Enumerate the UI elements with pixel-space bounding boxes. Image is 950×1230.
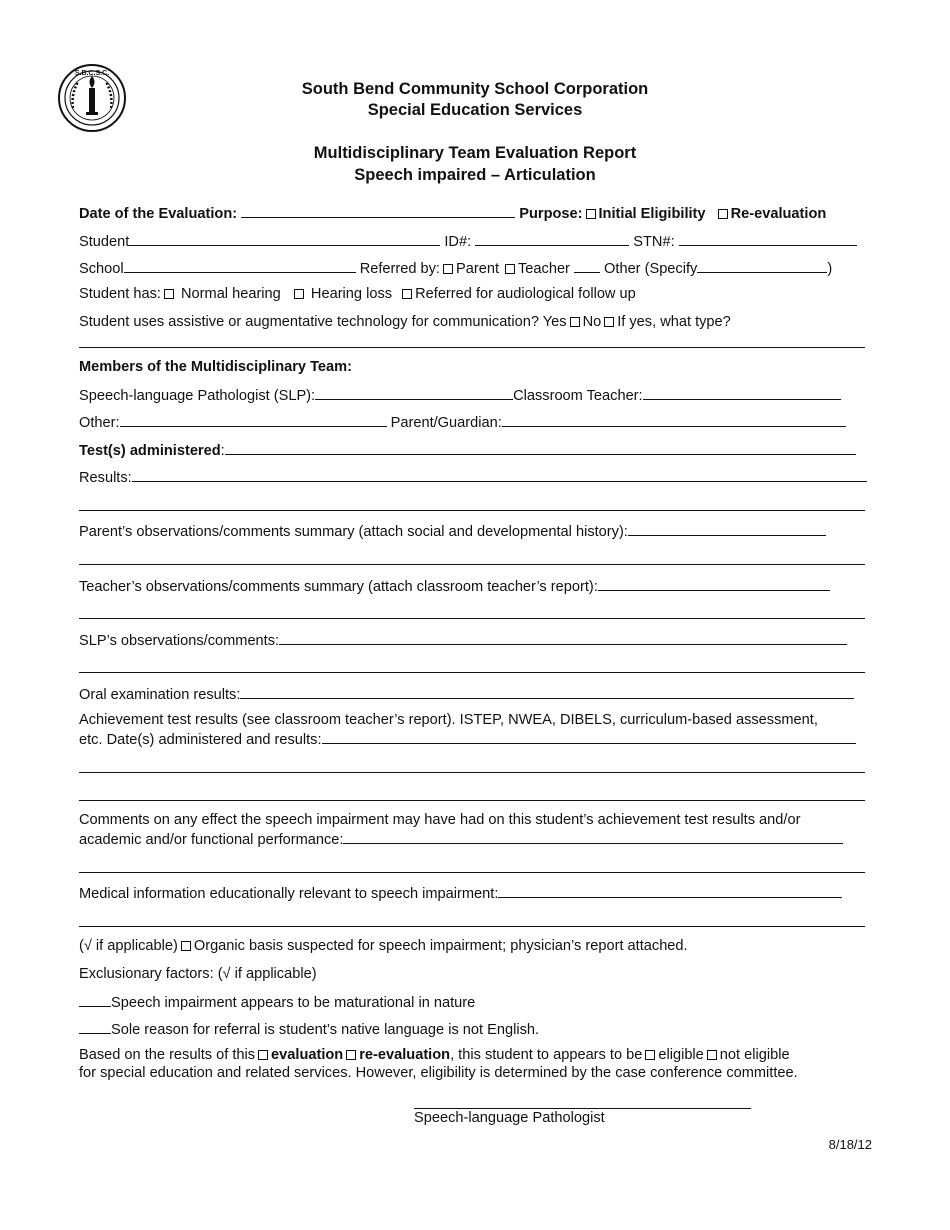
dept-title: Special Education Services <box>367 101 583 119</box>
teacher-checkbox[interactable] <box>505 264 515 274</box>
initial-eligibility-label: Initial Eligibility <box>598 206 706 222</box>
slp-teacher-row <box>79 385 841 405</box>
teacher-obs-label: Teacher’s observations/comments summary (attach classroom teacher’s report): <box>79 579 598 595</box>
native-language-row <box>79 1019 539 1039</box>
re-evaluation-final-checkbox[interactable] <box>346 1050 356 1060</box>
teacher-obs-row <box>79 576 830 596</box>
other-label: Other: <box>79 415 120 431</box>
school-row <box>79 258 832 278</box>
id-label: ID#: <box>444 234 472 250</box>
classroom-teacher-field[interactable] <box>643 385 841 400</box>
normal-hearing-checkbox[interactable] <box>164 289 174 299</box>
appears-label: , this student to appears to be <box>450 1047 643 1063</box>
date-field[interactable] <box>241 203 515 218</box>
date-purpose-row <box>79 203 826 223</box>
seal-text: S.B.C.S.C. <box>74 70 110 77</box>
student-label: Student <box>79 234 130 250</box>
teacher-label: Teacher <box>518 261 570 277</box>
parent-obs-line-2[interactable] <box>79 564 865 565</box>
comments-line-1: Comments on any effect the speech impairment may have had on this student’s achievement test results and/or <box>79 812 801 828</box>
assistive-type-line[interactable] <box>79 347 865 348</box>
native-language-label: Sole reason for referral is student’s native language is not English. <box>111 1022 540 1038</box>
tests-colon: : <box>220 443 225 459</box>
no-label: No <box>582 314 602 330</box>
hearing-row <box>79 285 636 303</box>
eligible-label: eligible <box>658 1047 704 1063</box>
achievement-line-1: Achievement test results (see classroom teacher’s report). ISTEP, NWEA, DIBELS, curriculum-based assessment, <box>79 712 818 728</box>
report-subtitle: Speech impaired – Articulation <box>354 166 596 184</box>
parent-checkbox[interactable] <box>443 264 453 274</box>
other-parent-row <box>79 412 846 432</box>
medical-field[interactable] <box>498 883 842 898</box>
parent-guardian-field[interactable] <box>502 412 846 427</box>
teacher-obs-line-2[interactable] <box>79 618 865 619</box>
referred-by-label: Referred by: <box>359 261 440 277</box>
id-field[interactable] <box>475 231 629 246</box>
achievement-line-4[interactable] <box>79 800 865 801</box>
achievement-line-3[interactable] <box>79 772 865 773</box>
signature-label: Speech-language Pathologist <box>414 1110 605 1126</box>
slp-label: Speech-language Pathologist (SLP): <box>79 388 316 404</box>
audiological-checkbox[interactable] <box>402 289 412 299</box>
parent-label: Parent <box>456 261 499 277</box>
eligible-checkbox[interactable] <box>645 1050 655 1060</box>
parent-obs-row <box>79 521 826 541</box>
re-evaluation-label: Re-evaluation <box>730 206 827 222</box>
other-specify-label: Other (Specify <box>604 261 698 277</box>
medical-label: Medical information educationally relevant to speech impairment: <box>79 886 499 902</box>
members-heading: Members of the Multidisciplinary Team: <box>79 359 353 375</box>
slp-field[interactable] <box>315 385 513 400</box>
normal-hearing-label: Normal hearing <box>181 286 281 302</box>
evaluation-checkbox[interactable] <box>258 1050 268 1060</box>
tests-row <box>79 440 856 460</box>
school-label: School <box>79 261 124 277</box>
not-eligible-checkbox[interactable] <box>707 1050 717 1060</box>
close-paren: ) <box>827 261 833 277</box>
audiological-label: Referred for audiological follow up <box>415 286 636 302</box>
assistive-row <box>79 313 731 331</box>
parent-obs-field[interactable] <box>628 521 826 536</box>
maturational-label: Speech impairment appears to be maturational in nature <box>111 995 476 1011</box>
results-label: Results: <box>79 470 132 486</box>
maturational-check-blank[interactable] <box>79 992 111 1007</box>
native-language-check-blank[interactable] <box>79 1019 111 1034</box>
achievement-label-2: etc. Date(s) administered and results: <box>79 732 322 748</box>
organic-label: Organic basis suspected for speech impairment; physician’s report attached. <box>193 938 688 954</box>
parent-obs-label: Parent’s observations/comments summary (attach social and developmental history): <box>79 524 628 540</box>
tests-field[interactable] <box>225 440 856 455</box>
report-title: Multidisciplinary Team Evaluation Report <box>313 144 637 162</box>
other-member-field[interactable] <box>120 412 387 427</box>
results-row <box>79 467 867 487</box>
student-field[interactable] <box>129 231 440 246</box>
oral-field[interactable] <box>240 684 854 699</box>
yes-checkbox[interactable] <box>570 317 580 327</box>
evaluation-label: evaluation <box>271 1047 344 1063</box>
applicable-label: (√ if applicable) <box>79 938 178 954</box>
school-field[interactable] <box>124 258 356 273</box>
slp-obs-row <box>79 630 847 650</box>
classroom-teacher-label: Classroom Teacher: <box>513 388 643 404</box>
teacher-obs-field[interactable] <box>598 576 830 591</box>
date-label: Date of the Evaluation: <box>79 206 238 222</box>
medical-row <box>79 883 842 903</box>
tests-label: Test(s) administered <box>79 443 221 459</box>
org-title: South Bend Community School Corporation <box>301 80 649 98</box>
comments-row-2 <box>79 829 843 849</box>
re-evaluation-final-label: re-evaluation <box>359 1047 451 1063</box>
hearing-loss-label: Hearing loss <box>310 286 393 302</box>
student-row <box>79 231 857 251</box>
medical-line-2[interactable] <box>79 926 865 927</box>
comments-line-3[interactable] <box>79 872 865 873</box>
eligibility-line-2: for special education and related services. However, eligibility is determined by the case conference committee. <box>79 1065 798 1081</box>
based-on-label: Based on the results of this <box>79 1047 256 1063</box>
eligibility-row <box>79 1046 790 1064</box>
slp-obs-label: SLP’s observations/comments: <box>79 633 280 649</box>
maturational-row <box>79 992 475 1012</box>
results-line-2[interactable] <box>79 510 865 511</box>
slp-obs-field[interactable] <box>279 630 847 645</box>
oral-row <box>79 684 854 704</box>
achievement-row-2 <box>79 729 856 749</box>
no-checkbox[interactable] <box>604 317 614 327</box>
slp-obs-line-2[interactable] <box>79 672 865 673</box>
achievement-field[interactable] <box>322 729 856 744</box>
organic-row <box>79 937 688 955</box>
stn-field[interactable] <box>679 231 857 246</box>
student-has-label: Student has: <box>79 286 161 302</box>
assistive-label: Student uses assistive or augmentative technology for communication? Yes <box>79 314 567 330</box>
initial-eligibility-checkbox[interactable] <box>586 209 596 219</box>
other-blank[interactable] <box>574 258 600 273</box>
hearing-loss-checkbox[interactable] <box>294 289 304 299</box>
results-field[interactable] <box>132 467 867 482</box>
comments-field[interactable] <box>343 829 843 844</box>
stn-label: STN#: <box>633 234 675 250</box>
oral-label: Oral examination results: <box>79 687 241 703</box>
exclusionary-label: Exclusionary factors: (√ if applicable) <box>79 966 317 982</box>
parent-guardian-label: Parent/Guardian: <box>390 415 502 431</box>
organic-checkbox[interactable] <box>181 941 191 951</box>
if-yes-label: If yes, what type? <box>617 314 731 330</box>
version-date: 8/18/12 <box>828 1137 872 1152</box>
other-specify-field[interactable] <box>697 258 827 273</box>
comments-label-2: academic and/or functional performance: <box>79 832 344 848</box>
re-evaluation-checkbox[interactable] <box>718 209 728 219</box>
not-eligible-label: not eligible <box>719 1047 790 1063</box>
purpose-label: Purpose: <box>519 206 583 222</box>
